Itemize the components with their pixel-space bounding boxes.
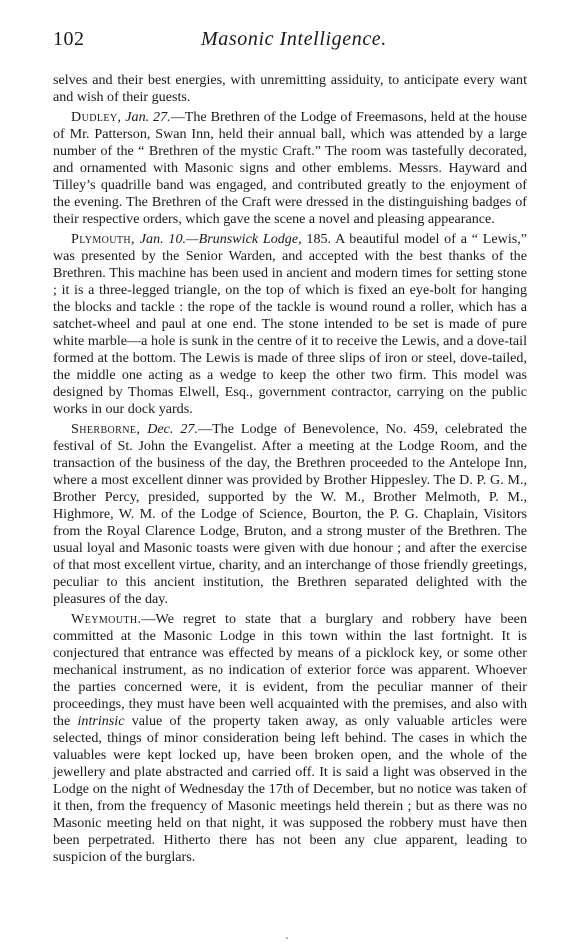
paragraph-plymouth xyxy=(53,231,527,418)
paragraph-dudley xyxy=(53,109,527,228)
article-body xyxy=(53,72,527,866)
report-date: Jan. 27. xyxy=(125,109,171,125)
paragraph-text: —We regret to state that a burglary and robbery have been committed at the Masonic Lodge in this town within the last fortnight. It is conjectured that entrance was effected by means of a picklock key, or some other mechanical instrument, as no indication of exterior force was apparent. Whoever the parties concerned were, it is evident, from the peculiar manner of their proceedings, they must have been well acquainted with the premises, and also with the xyxy=(53,611,527,729)
place-name: Plymouth, xyxy=(71,231,135,247)
paragraph-weymouth xyxy=(53,611,527,866)
page-number: 102 xyxy=(53,28,85,50)
place-name: Sherborne, xyxy=(71,421,141,437)
paragraph-text: value of the property taken away, as only valuable articles were selected, things of minor consideration being left behind. The cases in which the valuables were kept locked up, have been broken open, and the whole of the jewellery and plate abstracted and carried off. It is said a light was observed in the Lodge on the night of Wednesday the 17th of December, but no notice was taken of it then, from the frequency of Masonic meetings held therein ; but as there was no Masonic meeting held on that night, it was supposed the robbery must have then been perpetrated. Hitherto there has not been any clue apparent, leading to suspicion of the burglars. xyxy=(53,713,527,865)
lodge-name: —Brunswick Lodge, xyxy=(186,231,302,247)
place-name: Dudley, xyxy=(71,109,122,125)
report-date: Jan. 10. xyxy=(139,231,187,247)
paragraph-text: selves and their best energies, with unremitting assiduity, to anticipate every want and wish of their guests. xyxy=(53,72,527,105)
report-date: Dec. 27. xyxy=(147,421,198,437)
running-title: Masonic Intelligence. xyxy=(201,28,387,50)
place-name: Weymouth. xyxy=(71,611,142,627)
page-mark xyxy=(286,937,288,939)
document-page xyxy=(53,28,527,869)
paragraph-text: —The Brethren of the Lodge of Freemasons, held at the house of Mr. Patterson, Swan Inn, held their annual ball, which was attended by a large number of the “ Brethren of the mystic Craft.” The room was tastefully decorated, and ornamented with Masonic signs and other emblems. Messrs. Hayward and Tilley’s quadrille band was engaged, and contributed greatly to the enjoyment of the evening. The Brethren of the Craft were dressed in the distinguishing badges of their respective orders, which gave the scene a novel and pleasing appearance. xyxy=(53,109,528,227)
paragraph-text: —The Lodge of Benevolence, No. 459, celebrated the festival of St. John the Evangelist. After a meeting at the Lodge Room, and the transaction of the business of the day, the Brethren proceeded to the Antelope Inn, where a most excellent dinner was provided by Brother Hippesley. The D. P. G. M., Brother Percy, presided, supported by the W. M., Brother Melmoth, P. M., Highmore, W. M. of the Lodge of Science, Bourton, the P. G. Chaplain, Visitors from the Royal Clarence Lodge, Bruton, and a strong muster of the Brethren. The usual loyal and Masonic toasts were given with due honour ; and after the exercise of that most excellent virtue, charity, and an interchange of those friendly greetings, peculiar to this ancient institution, the Brethren separated delighted with the pleasures of the day. xyxy=(53,421,528,607)
paragraph-text: 185. A beautiful model of a “ Lewis,” was presented by the Senior Warden, and accepted with the best thanks of the Brethren. This machine has been used in ancient and modern times for setting stone ; it is a three-legged triangle, on the top of which is fixed an eye-bolt for hanging the blocks and tackle : the rope of the tackle is wound round a roller, which has a satchet-wheel and paul at one end. The stone intended to be set is made of pure white marble—a hole is sunk in the centre of it to receive the Lewis, and a dove-tail formed at the bottom. The Lewis is made of three slips of iron or steel, dove-tailed, the middle one acting as a wedge to keep the other two firm. This model was designed by Thomas Elwell, Esq., government contractor, carrying on the public works in our dock yards. xyxy=(53,231,527,417)
paragraph-sherborne xyxy=(53,421,527,608)
paragraph-continuation xyxy=(53,72,527,106)
running-header xyxy=(53,28,527,58)
emphasized-word: intrinsic xyxy=(77,713,125,729)
